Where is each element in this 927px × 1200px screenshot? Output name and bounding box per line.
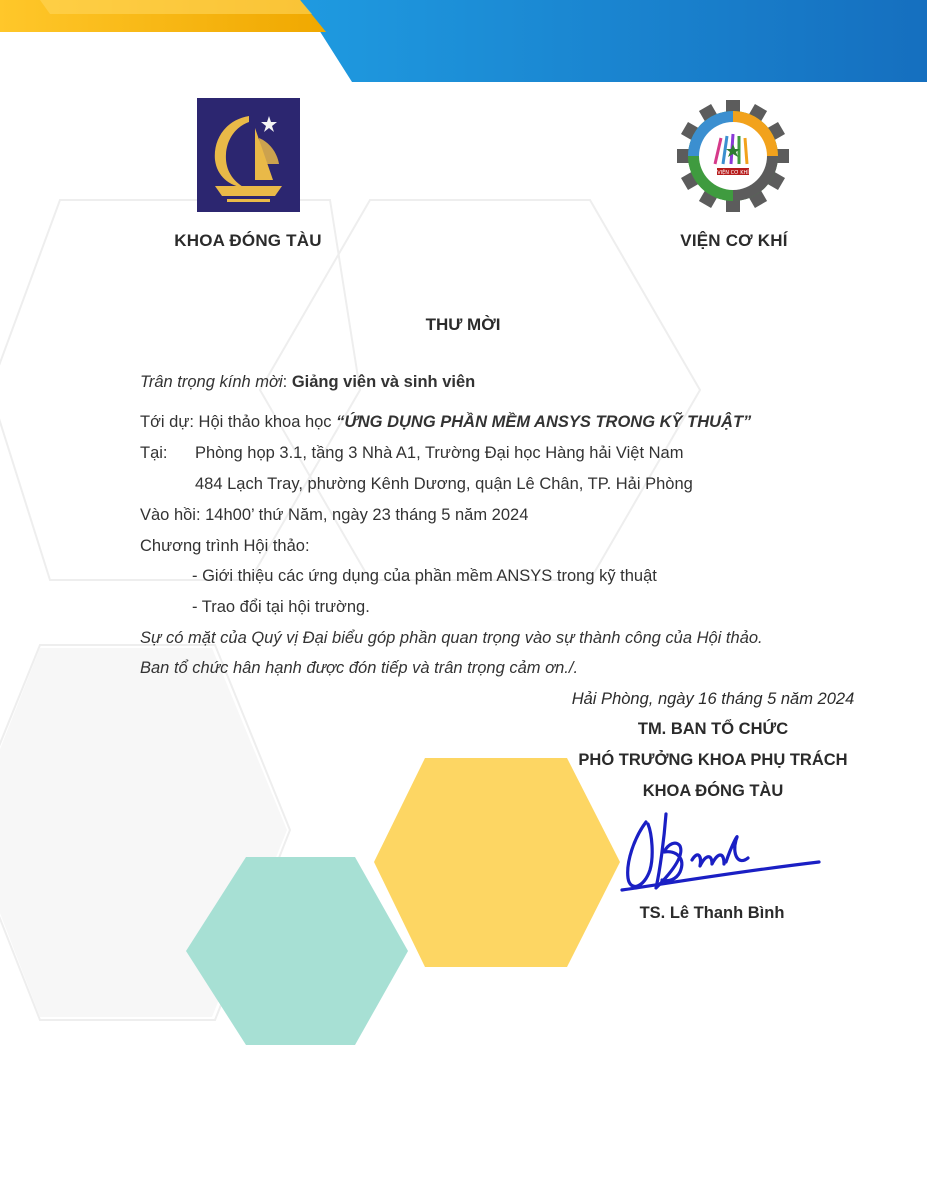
attend-label: Tới dự	[140, 413, 190, 431]
khoa-dong-tau-logo	[197, 98, 300, 212]
program-label: Chương trình Hội thảo:	[140, 537, 310, 555]
invite-colon: :	[282, 373, 292, 391]
place-date: Hải Phòng, ngày 16 tháng 5 năm 2024	[571, 690, 855, 708]
signature-role-1: TM. BAN TỔ CHỨC	[637, 720, 789, 738]
location-line-1: Phòng họp 3.1, tầng 3 Nhà A1, Trường Đại học Hàng hải Việt Nam	[195, 444, 684, 462]
vien-co-khi-logo	[677, 100, 789, 212]
location-label: Tại:	[140, 444, 168, 462]
handwritten-signature	[614, 800, 824, 900]
logo-caption: VIỆN CƠ KHÍ	[717, 170, 749, 176]
invite-label: Trân trọng kính mời	[140, 373, 283, 391]
left-org-name: KHOA ĐÓNG TÀU	[174, 231, 322, 250]
location-line-2: 484 Lạch Tray, phường Kênh Dương, quận Lê Chân, TP. Hải Phòng	[195, 475, 693, 493]
invite-line	[140, 373, 475, 392]
right-org-name: VIỆN CƠ KHÍ	[680, 231, 788, 250]
time-line: Vào hồi: 14h00’ thứ Năm, ngày 23 tháng 5 năm 2024	[140, 506, 529, 524]
signature-role-3: KHOA ĐÓNG TÀU	[642, 782, 784, 800]
invite-target: Giảng viên và sinh viên	[291, 373, 476, 391]
closing-line-1: Sự có mặt của Quý vị Đại biểu góp phần quan trọng vào sự thành công của Hội thảo.	[140, 629, 763, 647]
program-item-2: - Trao đổi tại hội trường.	[192, 598, 370, 616]
signer-name: TS. Lê Thanh Bình	[639, 904, 785, 922]
letter-title: THƯ MỜI	[425, 315, 501, 334]
attend-line	[140, 413, 751, 432]
program-item-1: - Giới thiệu các ứng dụng của phần mềm ANSYS trong kỹ thuật	[192, 567, 657, 585]
attend-colon: :	[189, 413, 199, 431]
attend-title: “ỨNG DỤNG PHẦN MỀM ANSYS TRONG KỸ THUẬT”	[336, 413, 752, 431]
attend-prefix: Hội thảo khoa học	[198, 413, 337, 431]
closing-line-2: Ban tổ chức hân hạnh được đón tiếp và trân trọng cảm ơn./.	[140, 659, 579, 677]
signature-role-2: PHÓ TRƯỞNG KHOA PHỤ TRÁCH	[578, 751, 848, 769]
